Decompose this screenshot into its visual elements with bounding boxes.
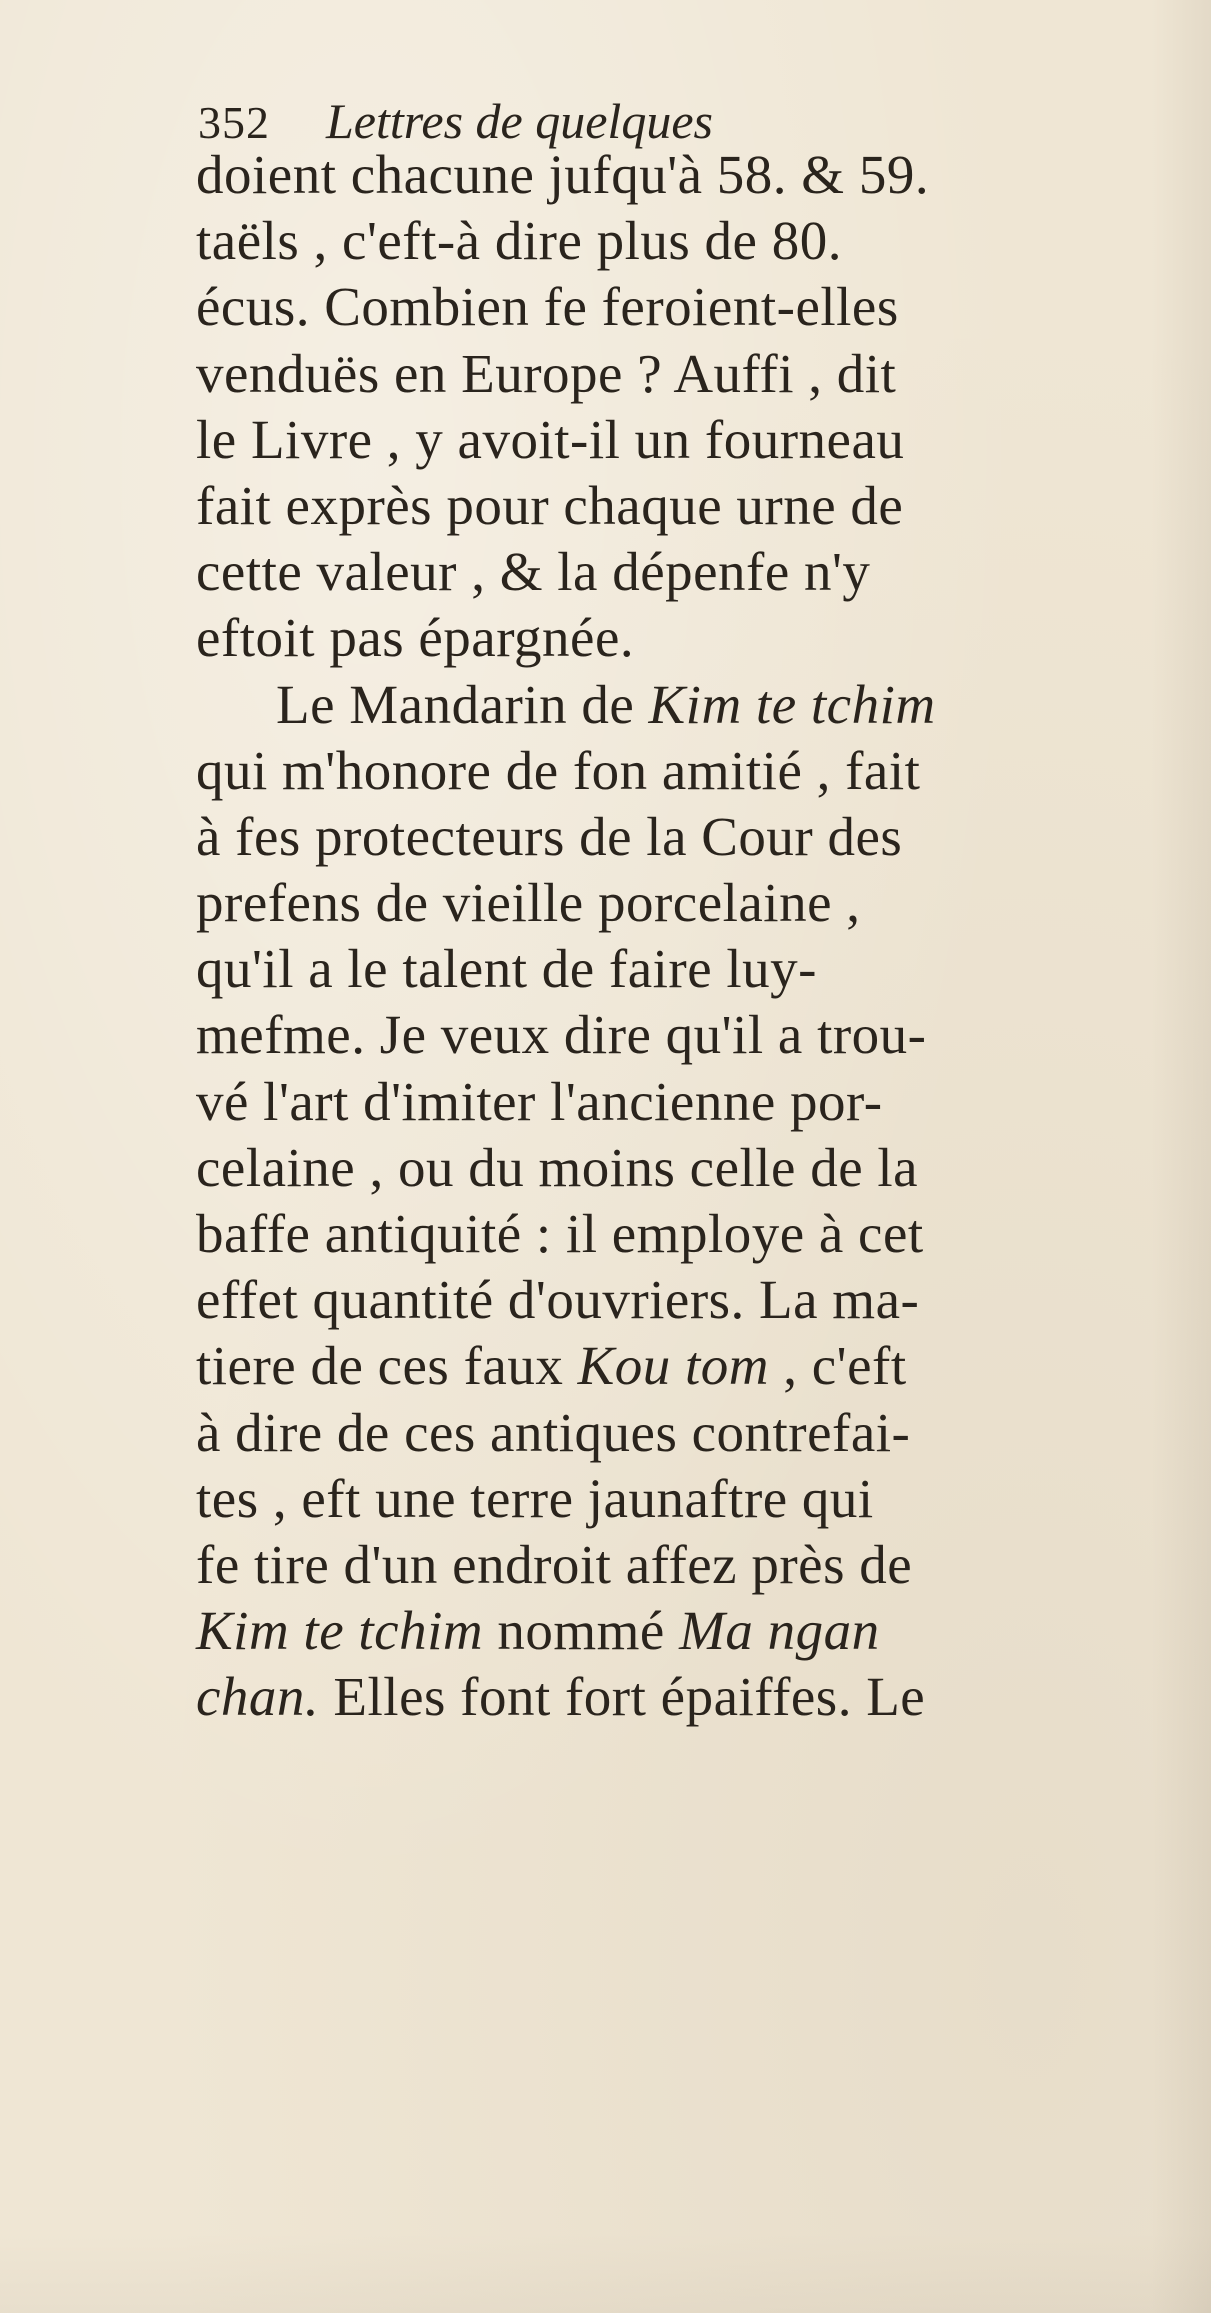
text-run: mefme. Je veux dire qu'il a trou- [196,1004,927,1066]
text-line [196,605,1146,671]
text-line [196,1267,1146,1333]
text-run: prefens de vieille porcelaine , [196,872,861,934]
text-run: venduës en Europe ? Auffi , dit [196,342,897,404]
text-run: tiere de ces faux [196,1335,578,1397]
page-bottom-shadow [0,2233,1211,2313]
text-line [196,936,1146,1002]
text-run: taëls , c'eft-à dire plus de 80. [196,210,842,272]
italic-text: Kou tom [577,1335,770,1397]
text-run: cette valeur , & la dépenfe n'y [196,541,871,603]
page-number: 352 [198,97,270,148]
text-run: nommé [483,1600,680,1662]
text-line [196,672,1146,738]
page-edge-shadow [1151,0,1211,2313]
text-line [196,473,1146,539]
text-run: effet quantité d'ouvriers. La ma- [196,1269,920,1331]
text-line [196,1069,1146,1135]
text-line [196,1532,1146,1598]
text-line [196,341,1146,407]
text-run: baffe antiquité : il employe à cet [196,1203,924,1264]
text-run: écus. Combien fe feroient-elles [196,276,899,338]
text-line [196,1135,1146,1201]
body-text [196,142,1146,1731]
text-run: à dire de ces antiques contrefai- [196,1401,911,1463]
running-title: Lettres de quelques [326,93,713,149]
text-run: fait exprès pour chaque urne de [196,474,904,536]
text-run: tes , eft une terre jaunaftre qui [196,1467,874,1529]
text-line [196,274,1146,340]
text-line [196,208,1146,274]
text-run: doient chacune jufqu'à 58. & 59. [196,144,930,205]
text-line [196,804,1146,870]
text-line [196,1664,1146,1730]
text-line [196,539,1146,605]
text-run: Le Mandarin de [276,673,649,735]
italic-text: Kim te tchim [196,1600,484,1662]
text-line [196,142,1146,208]
text-run: , c'eft [769,1335,907,1397]
text-run: celaine , ou du moins celle de la [196,1136,919,1198]
text-run: qu'il a le talent de faire luy- [196,938,817,1000]
text-line [196,1598,1146,1664]
text-run: fe tire d'un endroit affez près de [196,1533,913,1595]
text-line [196,738,1146,804]
text-run: Elles font fort épaiffes. Le [319,1666,926,1728]
italic-text: Kim te tchim [648,673,936,735]
text-line [196,1400,1146,1466]
text-line [196,407,1146,473]
text-line [196,1002,1146,1068]
text-run: vé l'art d'imiter l'ancienne por- [196,1070,883,1132]
text-line [196,1333,1146,1399]
italic-text: Ma ngan [679,1600,880,1662]
text-run: le Livre , y avoit-il un fourneau [196,408,905,470]
text-run: qui m'honore de fon amitié , fait [196,739,921,801]
text-run: à fes protecteurs de la Cour des [196,805,903,867]
text-line [196,1201,1146,1267]
text-line [196,1466,1146,1532]
text-line [196,870,1146,936]
text-run: eftoit pas épargnée. [196,607,635,669]
italic-text: chan. [196,1666,320,1728]
